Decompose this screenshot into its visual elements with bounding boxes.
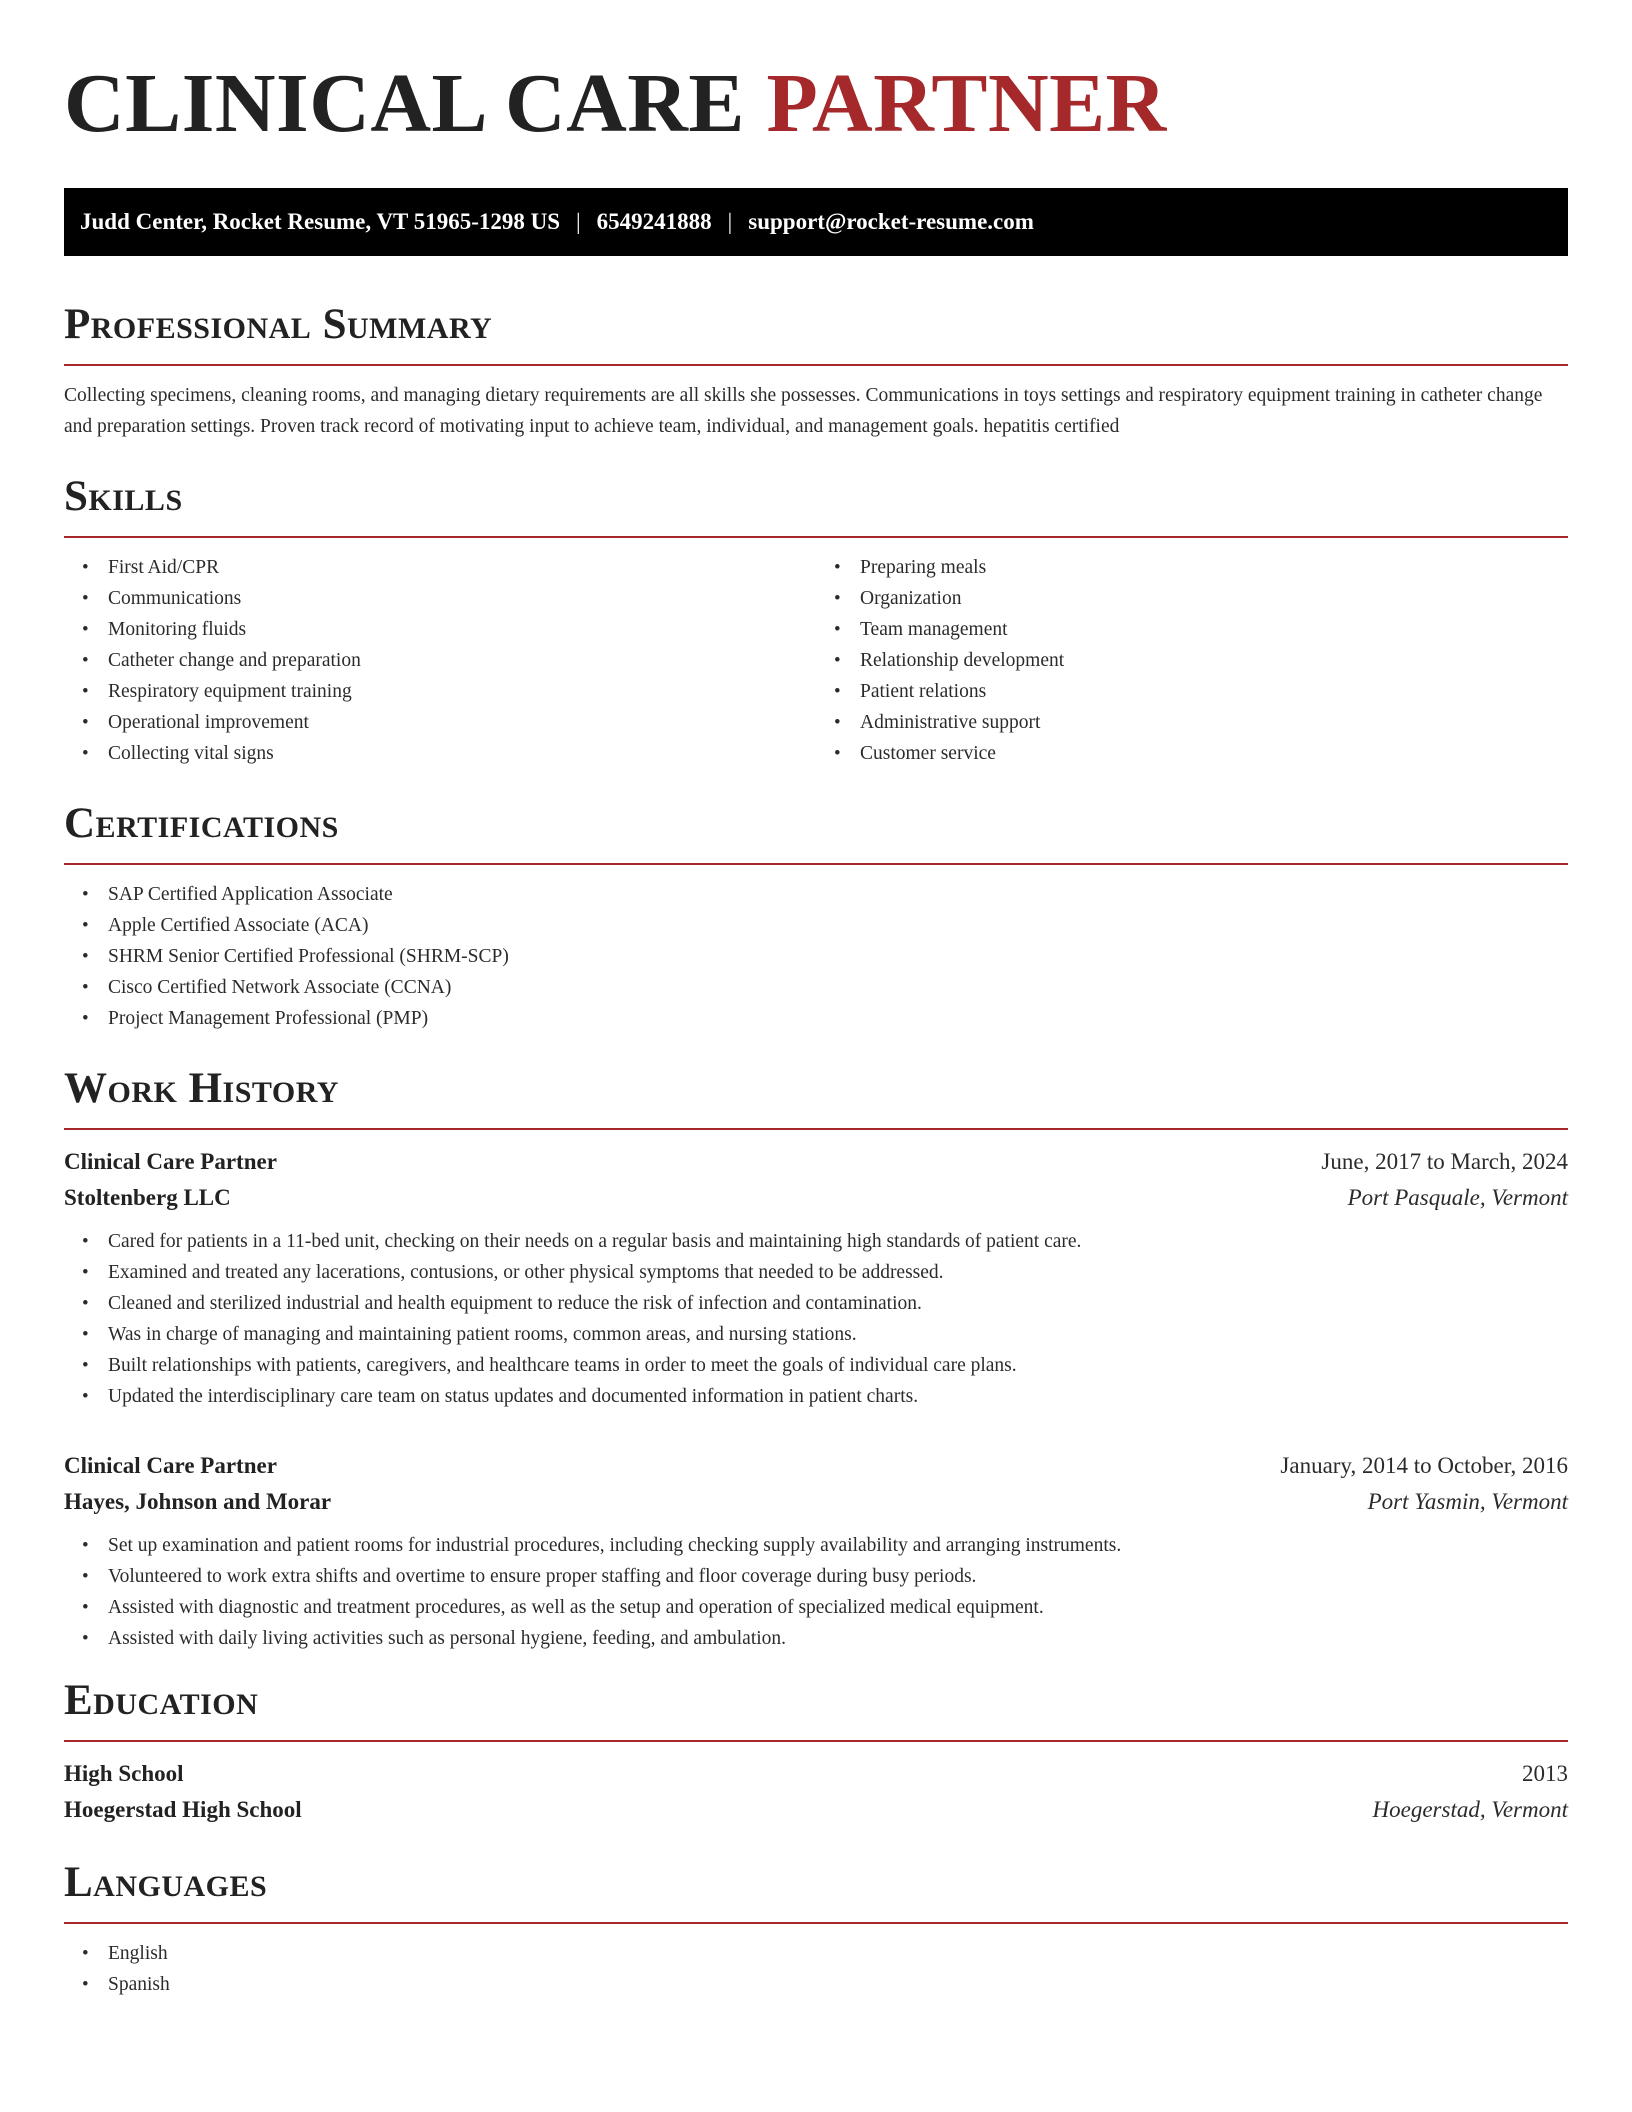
certification-item: • Project Management Professional (PMP) — [108, 1003, 1568, 1034]
contact-separator: | — [576, 209, 581, 234]
contact-email: support@rocket-resume.com — [748, 209, 1034, 234]
certification-item: • SHRM Senior Certified Professional (SHRM-SCP) — [108, 941, 1568, 972]
section-education — [64, 1676, 1568, 1828]
skill-item: • Administrative support — [860, 707, 1568, 738]
skill-item: • Patient relations — [860, 676, 1568, 707]
section-divider — [64, 1922, 1568, 1924]
contact-bar — [64, 188, 1568, 256]
job-entry — [64, 1144, 1568, 1412]
section-title-work-history: Work History — [64, 1065, 339, 1112]
job-entry — [64, 1448, 1568, 1654]
job-duty-item: • Examined and treated any lacerations, contusions, or other physical symptoms that needed to be addressed. — [108, 1257, 1568, 1288]
skill-item: • Collecting vital signs — [108, 738, 816, 769]
section-title-education: Education — [64, 1677, 259, 1724]
skill-item: • Respiratory equipment training — [108, 676, 816, 707]
section-divider — [64, 536, 1568, 538]
job-duty-item: • Cared for patients in a 11-bed unit, checking on their needs on a regular basis and maintaining high standards of patient care. — [108, 1226, 1568, 1257]
job-company: Hayes, Johnson and Morar — [64, 1489, 332, 1514]
skill-item: • Monitoring fluids — [108, 614, 816, 645]
education-header-row — [64, 1756, 1568, 1792]
job-header-row — [64, 1144, 1568, 1180]
title-part-2: PARTNER — [766, 57, 1167, 150]
skill-item: • Team management — [860, 614, 1568, 645]
skills-list-left — [64, 552, 816, 769]
section-languages — [64, 1858, 1568, 2000]
job-dates: January, 2014 to October, 2016 — [1280, 1453, 1568, 1478]
job-duties-list — [64, 1530, 1568, 1654]
section-work-history — [64, 1064, 1568, 1654]
skill-item: • First Aid/CPR — [108, 552, 816, 583]
section-divider — [64, 863, 1568, 865]
education-year: 2013 — [1522, 1761, 1568, 1786]
job-header-row — [64, 1448, 1568, 1484]
title-part-1: CLINICAL CARE — [64, 57, 745, 150]
skills-columns — [64, 552, 1568, 769]
job-duty-item: • Cleaned and sterilized industrial and health equipment to reduce the risk of infection and contamination. — [108, 1288, 1568, 1319]
section-divider — [64, 1740, 1568, 1742]
language-item: • Spanish — [108, 1969, 1568, 2000]
skill-item: • Customer service — [860, 738, 1568, 769]
job-duty-item: • Built relationships with patients, caregivers, and healthcare teams in order to meet the goals of individual care plans. — [108, 1350, 1568, 1381]
job-company: Stoltenberg LLC — [64, 1185, 231, 1210]
education-school: Hoegerstad High School — [64, 1797, 302, 1822]
section-divider — [64, 364, 1568, 366]
contact-address: Judd Center, Rocket Resume, VT 51965-1298 US — [80, 209, 561, 234]
section-divider — [64, 1128, 1568, 1130]
job-company-row — [64, 1180, 1568, 1216]
job-location: Port Pasquale, Vermont — [1347, 1185, 1568, 1210]
job-title: Clinical Care Partner — [64, 1149, 277, 1174]
summary-text: Collecting specimens, cleaning rooms, and managing dietary requirements are all skills she possesses. Communications in toys settings and respiratory equipment training in catheter change and preparation settings. Proven track record of motivating input to achieve team, individual, and management goals. hepatitis certified — [64, 385, 1543, 437]
certifications-list — [64, 879, 1568, 1034]
education-school-row — [64, 1792, 1568, 1828]
skill-item: • Communications — [108, 583, 816, 614]
section-summary — [64, 300, 1568, 442]
job-duty-item: • Volunteered to work extra shifts and overtime to ensure proper staffing and floor coverage during busy periods. — [108, 1561, 1568, 1592]
certification-item: • SAP Certified Application Associate — [108, 879, 1568, 910]
certification-item: • Cisco Certified Network Associate (CCNA) — [108, 972, 1568, 1003]
skill-item: • Catheter change and preparation — [108, 645, 816, 676]
section-title-certifications: Certifications — [64, 800, 339, 847]
candidate-title — [64, 58, 1568, 150]
job-company-row — [64, 1484, 1568, 1520]
job-duty-item: • Set up examination and patient rooms for industrial procedures, including checking supply availability and arranging instruments. — [108, 1530, 1568, 1561]
section-certifications — [64, 799, 1568, 1034]
language-item: • English — [108, 1938, 1568, 1969]
job-duty-item: • Was in charge of managing and maintaining patient rooms, common areas, and nursing stations. — [108, 1319, 1568, 1350]
job-duties-list — [64, 1226, 1568, 1412]
contact-separator: | — [727, 209, 733, 234]
contact-phone: 6549241888 — [596, 209, 712, 234]
education-degree: High School — [64, 1761, 184, 1786]
skill-item: • Operational improvement — [108, 707, 816, 738]
section-skills — [64, 472, 1568, 769]
job-title: Clinical Care Partner — [64, 1453, 277, 1478]
job-duty-item: • Assisted with diagnostic and treatment procedures, as well as the setup and operation of specialized medical equipment. — [108, 1592, 1568, 1623]
skill-item: • Relationship development — [860, 645, 1568, 676]
skill-item: • Preparing meals — [860, 552, 1568, 583]
skill-item: • Organization — [860, 583, 1568, 614]
job-duty-item: • Assisted with daily living activities such as personal hygiene, feeding, and ambulation. — [108, 1623, 1568, 1654]
section-title-languages: Languages — [64, 1859, 268, 1906]
languages-list — [64, 1938, 1568, 2000]
job-location: Port Yasmin, Vermont — [1367, 1489, 1568, 1514]
job-dates: June, 2017 to March, 2024 — [1321, 1149, 1568, 1174]
certification-item: • Apple Certified Associate (ACA) — [108, 910, 1568, 941]
section-title-summary: Professional Summary — [64, 301, 493, 348]
section-title-skills: Skills — [64, 473, 183, 520]
education-location: Hoegerstad, Vermont — [1372, 1797, 1568, 1822]
job-duty-item: • Updated the interdisciplinary care team on status updates and documented information in patient charts. — [108, 1381, 1568, 1412]
skills-list-right — [816, 552, 1568, 769]
